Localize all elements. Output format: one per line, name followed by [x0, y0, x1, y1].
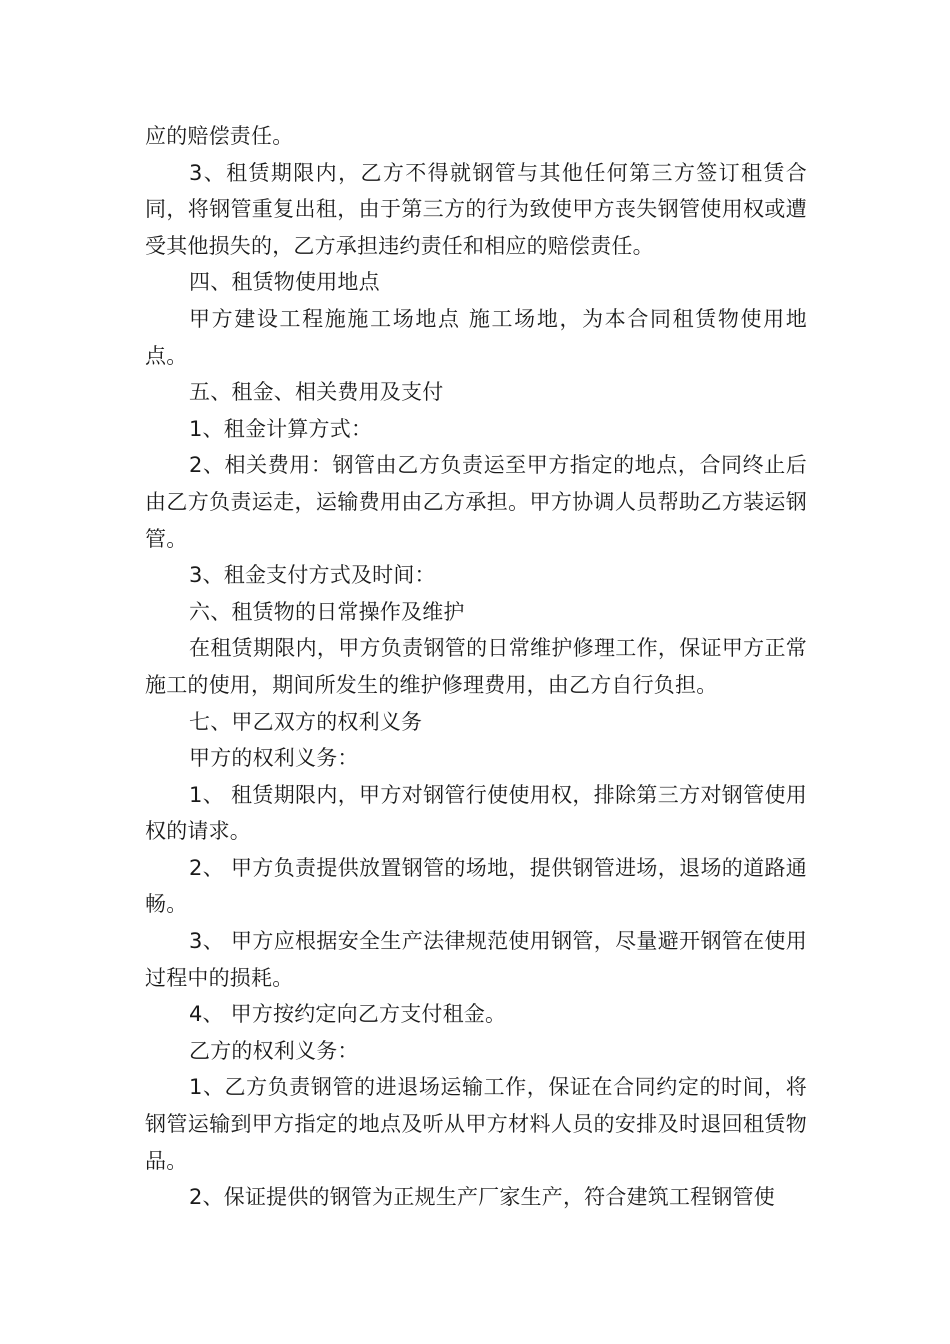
paragraph-14: 2、 甲方负责提供放置钢管的场地，提供钢管进场，退场的道路通畅。	[145, 855, 807, 917]
paragraph-16: 4、 甲方按约定向乙方支付租金。	[189, 1002, 507, 1027]
section-heading-5: 五、租金、相关费用及支付	[189, 380, 444, 405]
paragraph-2: 3、租赁期限内，乙方不得就钢管与其他任何第三方签订租赁合同，将钢管重复出租，由于第三方的行为致使甲方丧失钢管使用权或遭受其他损失的，乙方承担违约责任和相应的赔偿责任。	[145, 160, 807, 258]
paragraph-12: 甲方的权利义务：	[189, 746, 359, 771]
paragraph-13: 1、 租赁期限内，甲方对钢管行使使用权，排除第三方对钢管使用权的请求。	[145, 782, 807, 844]
paragraph-10: 在租赁期限内，甲方负责钢管的日常维护修理工作，保证甲方正常施工的使用，期间所发生的维护修理费用，由乙方自行负担。	[145, 636, 807, 697]
paragraph-8: 3、租金支付方式及时间：	[189, 563, 436, 588]
section-heading-4: 四、租赁物使用地点	[189, 270, 380, 295]
paragraph-17: 乙方的权利义务：	[189, 1038, 359, 1063]
paragraph-19: 2、保证提供的钢管为正规生产厂家生产，符合建筑工程钢管使	[189, 1185, 775, 1210]
paragraph-15: 3、 甲方应根据安全生产法律规范使用钢管，尽量避开钢管在使用过程中的损耗。	[145, 929, 807, 990]
document-body	[145, 118, 807, 1216]
paragraph-7: 2、相关费用：钢管由乙方负责运至甲方指定的地点，合同终止后由乙方负责运走，运输费用由乙方承担。甲方协调人员帮助乙方装运钢管。	[145, 453, 807, 551]
paragraph-1: 应的赔偿责任。	[145, 124, 294, 148]
paragraph-4: 甲方建设工程施施工场地点 施工场地，为本合同租赁物使用地点。	[145, 306, 807, 368]
paragraph-6: 1、租金计算方式：	[189, 416, 373, 441]
paragraph-18: 1、乙方负责钢管的进退场运输工作，保证在合同约定的时间，将钢管运输到甲方指定的地点及听从甲方材料人员的安排及时退回租赁物品。	[145, 1075, 807, 1173]
section-heading-6: 六、租赁物的日常操作及维护	[189, 599, 465, 624]
section-heading-7: 七、甲乙双方的权利义务	[189, 709, 423, 734]
